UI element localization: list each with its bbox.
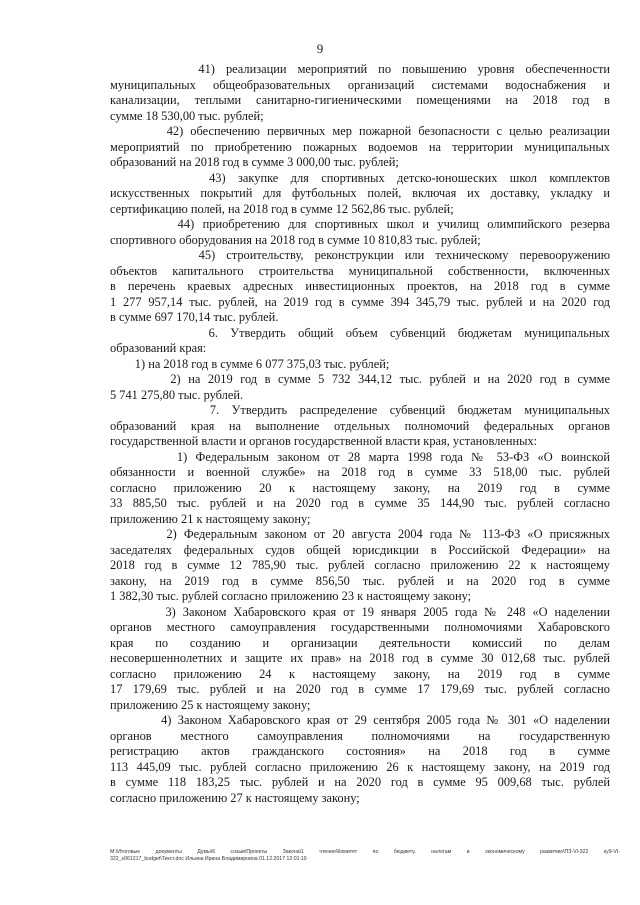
text-line: 7. Утвердить распределение субвенций бюджетам муниципальных (110, 403, 610, 417)
paragraph-item-43 (110, 171, 610, 218)
text-line: 44) приобретению для спортивных школ и училищ олимпийского резерва (110, 217, 610, 231)
text-line: мероприятий по приобретению пожарных водоемов на территории муниципальных (110, 139, 610, 154)
text-line: 1 277 957,14 тыс. рублей, на 2019 год в сумме 394 345,79 тыс. рублей и на 2020 год (110, 294, 610, 309)
text-line: 42) обеспечению первичных мер пожарной безопасности с целью реализации (110, 124, 610, 138)
paragraph-section-6 (110, 326, 610, 357)
text-line: 41) реализации мероприятий по повышению уровня обеспеченности (110, 62, 610, 76)
paragraph-section-7-3 (110, 605, 610, 714)
text-line: муниципальных общеобразовательных организаций системами водоснабжения и (110, 77, 610, 92)
footer-line: M:\Итоговые документы Думы\6 созыв\Проекты Закона\1 чтение\Комитет по бюджету, налогам и экономическому развитию\ПЗ-VI-322 ку9-VI- (110, 849, 620, 855)
text-line: сертификацию полей, на 2018 год в сумме 12 562,86 тыс. рублей; (110, 201, 454, 216)
paragraph-section-6-1 (110, 357, 610, 373)
text-line: искусственных покрытий для футбольных полей, включая их доставку, укладку и (110, 186, 610, 200)
paragraph-item-44 (110, 217, 610, 248)
text-line: 2) на 2019 год в сумме 5 732 344,12 тыс. рублей и на 2020 год в сумме (110, 372, 610, 386)
text-line: приложению 21 к настоящему закону; (110, 511, 311, 526)
file-path-footer (110, 849, 620, 863)
footer-line: 322_s061217_budget\Текст.doc Ильина Ирина Владимировна 01.12.2017 12:01:19 (110, 856, 307, 862)
text-line: 1 382,30 тыс. рублей согласно приложению 23 к настоящему закону; (110, 589, 472, 603)
text-line: согласно приложению 27 к настоящему закону; (110, 790, 360, 805)
paragraph-section-6-2 (110, 372, 610, 403)
text-line: сумме 18 530,00 тыс. рублей; (110, 108, 264, 123)
paragraph-item-45 (110, 248, 610, 326)
text-line: 2) Федеральным законом от 20 августа 2004 года № 113-ФЗ «О присяжных (110, 527, 610, 541)
text-line: в перечень краевых адресных инвестиционных проектов, на 2018 год в сумме (110, 279, 610, 293)
paragraph-section-7-1 (110, 450, 610, 528)
text-line: в сумме 118 183,25 тыс. рублей и на 2020 год в сумме 95 009,68 тыс. рублей (110, 775, 610, 789)
text-line: 33 885,50 тыс. рублей и на 2020 год в сумме 35 144,90 тыс. рублей согласно (110, 496, 610, 510)
text-line: 2018 год в сумме 12 785,90 тыс. рублей согласно приложению 22 к настоящему (110, 558, 610, 572)
text-line: закону, на 2019 год в сумме 856,50 тыс. рублей и на 2020 год в сумме (110, 573, 610, 588)
paragraph-section-7 (110, 403, 610, 450)
text-line: 4) Законом Хабаровского края от 29 сентября 2005 года № 301 «О наделении (110, 713, 610, 727)
text-line: образований на 2018 год в сумме 3 000,00 тыс. рублей; (110, 155, 399, 169)
text-line: канализации, теплыми санитарно-гигиеническими помещениями на 2018 год в (110, 93, 610, 107)
text-line: 43) закупке для спортивных детско-юношеских школ комплектов (110, 170, 610, 185)
text-line: органов местного самоуправления государственными полномочиями Хабаровского (110, 620, 610, 634)
paragraph-section-7-2 (110, 527, 610, 605)
text-line: образований края на выполнение отдельных полномочий федеральных органов (110, 418, 610, 433)
paragraph-section-7-4 (110, 713, 610, 806)
text-line: 1) на 2018 год в сумме 6 077 375,03 тыс. рублей; (110, 356, 390, 371)
text-line: 45) строительству, реконструкции или техническому перевооружению (110, 248, 610, 262)
page-number: 9 (316, 41, 324, 56)
text-line: в сумме 697 170,14 тыс. рублей. (110, 310, 279, 324)
text-line: спортивного оборудования на 2018 год в сумме 10 810,83 тыс. рублей; (110, 232, 481, 247)
text-line: 6. Утвердить общий объем субвенций бюджетам муниципальных (110, 325, 610, 340)
text-line: государственной власти и органов государственной власти края, установленных: (110, 434, 538, 448)
text-line: несовершеннолетних и защите их прав» на 2018 год в сумме 30 012,68 тыс. рублей (110, 651, 610, 665)
text-line: согласно приложению 24 к настоящему закону, на 2019 год в сумме (110, 666, 610, 681)
text-line: 3) Законом Хабаровского края от 19 января 2005 года № 248 «О наделении (110, 604, 610, 619)
text-line: 113 445,09 тыс. рублей согласно приложению 26 к настоящему закону, на 2019 год (110, 759, 610, 774)
text-line: приложению 25 к настоящему закону; (110, 697, 311, 712)
text-line: 17 179,69 тыс. рублей и на 2020 год в сумме 17 179,69 тыс. рублей согласно (110, 682, 610, 696)
text-line: 5 741 275,80 тыс. рублей. (110, 387, 244, 402)
text-line: края по созданию и организации деятельности комиссий по делам (110, 635, 610, 650)
document-body (110, 62, 610, 806)
text-line: регистрацию актов гражданского состояния» на 2018 год в сумме (110, 744, 610, 758)
text-line: обязанности и военной службе» на 2018 год в сумме 33 518,00 тыс. рублей (110, 465, 610, 479)
paragraph-item-42 (110, 124, 610, 171)
paragraph-item-41 (110, 62, 610, 124)
text-line: заседателях федеральных судов общей юрисдикции в Российской Федерации» на (110, 542, 610, 557)
text-line: 1) Федеральным законом от 28 марта 1998 года № 53-ФЗ «О воинской (110, 449, 610, 464)
text-line: объектов капитального строительства муниципальной собственности, включенных (110, 263, 610, 278)
text-line: органов местного самоуправления полномочиями на государственную (110, 728, 610, 743)
text-line: образований края: (110, 341, 207, 355)
text-line: согласно приложению 20 к настоящему закону, на 2019 год в сумме (110, 480, 610, 495)
